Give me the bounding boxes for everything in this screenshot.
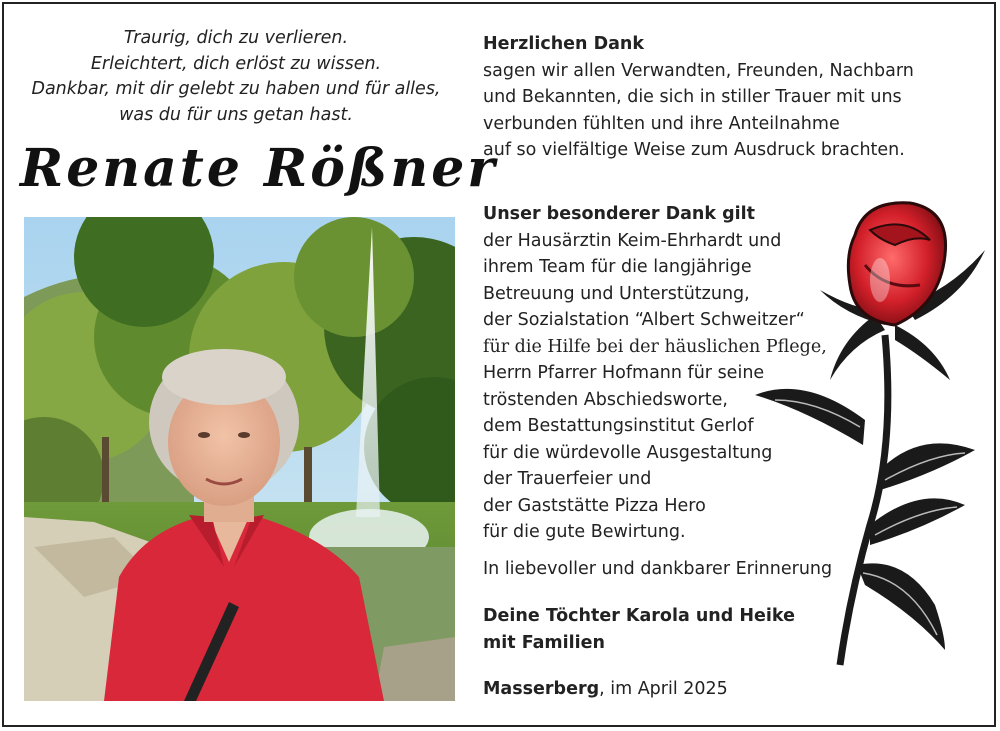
place-date [483,676,728,703]
remembrance: In liebevoller und dankbarer Erinnerung [483,559,833,579]
thanks-line: auf so vielfältige Weise zum Ausdruck brachten. [483,140,905,160]
poem [26,26,446,128]
special-thanks-line: Betreuung und Unterstützung, [483,283,750,304]
signature-line: Deine Töchter Karola und Heike [483,606,795,626]
red-rose-icon [745,195,995,675]
thanks-line: sagen wir allen Verwandten, Freunden, Nachbarn [483,60,914,81]
thanks-line: verbunden fühlten und ihre Anteilnahme [483,113,840,134]
thanks-block [483,31,914,164]
portrait-photo [24,217,455,701]
special-thanks-line: Herrn Pfarrer Hofmann für seine [483,363,765,383]
special-thanks-heading: Unser besonderer Dank gilt [483,204,756,224]
special-thanks-line: ihrem Team für die langjährige [483,257,752,277]
thanks-line: und Bekannten, die sich in stiller Trauer mit uns [483,87,902,107]
special-thanks-line: der Sozialstation “Albert Schweitzer“ [483,310,805,330]
date: , im April 2025 [599,679,728,699]
special-thanks-line: tröstenden Abschiedsworte, [483,389,728,410]
special-thanks-line: der Trauerfeier und [483,469,652,489]
thanks-heading: Herzlichen Dank [483,34,645,54]
poem-line: Dankbar, mit dir gelebt zu haben und für alles, [31,79,441,99]
special-thanks-line: dem Bestattungsinstitut Gerlof [483,416,754,436]
place: Masserberg [483,679,600,699]
poem-line: Erleichtert, dich erlöst zu wissen. [90,53,382,74]
special-thanks-line: für die gute Bewirtung. [483,522,686,542]
special-thanks-line: für die würdevolle Ausgestaltung [483,442,773,463]
poem-line: Traurig, dich zu verlieren. [123,28,349,48]
poem-line: was du für uns getan hast. [119,104,353,125]
special-thanks-line: für die Hilfe bei der häuslichen Pflege, [483,336,827,357]
special-thanks-line: der Gaststätte Pizza Hero [483,495,706,516]
signature-line: mit Familien [483,632,605,653]
deceased-name: Renate Rößner [20,138,498,199]
special-thanks-line: der Hausärztin Keim-Ehrhardt und [483,230,782,251]
